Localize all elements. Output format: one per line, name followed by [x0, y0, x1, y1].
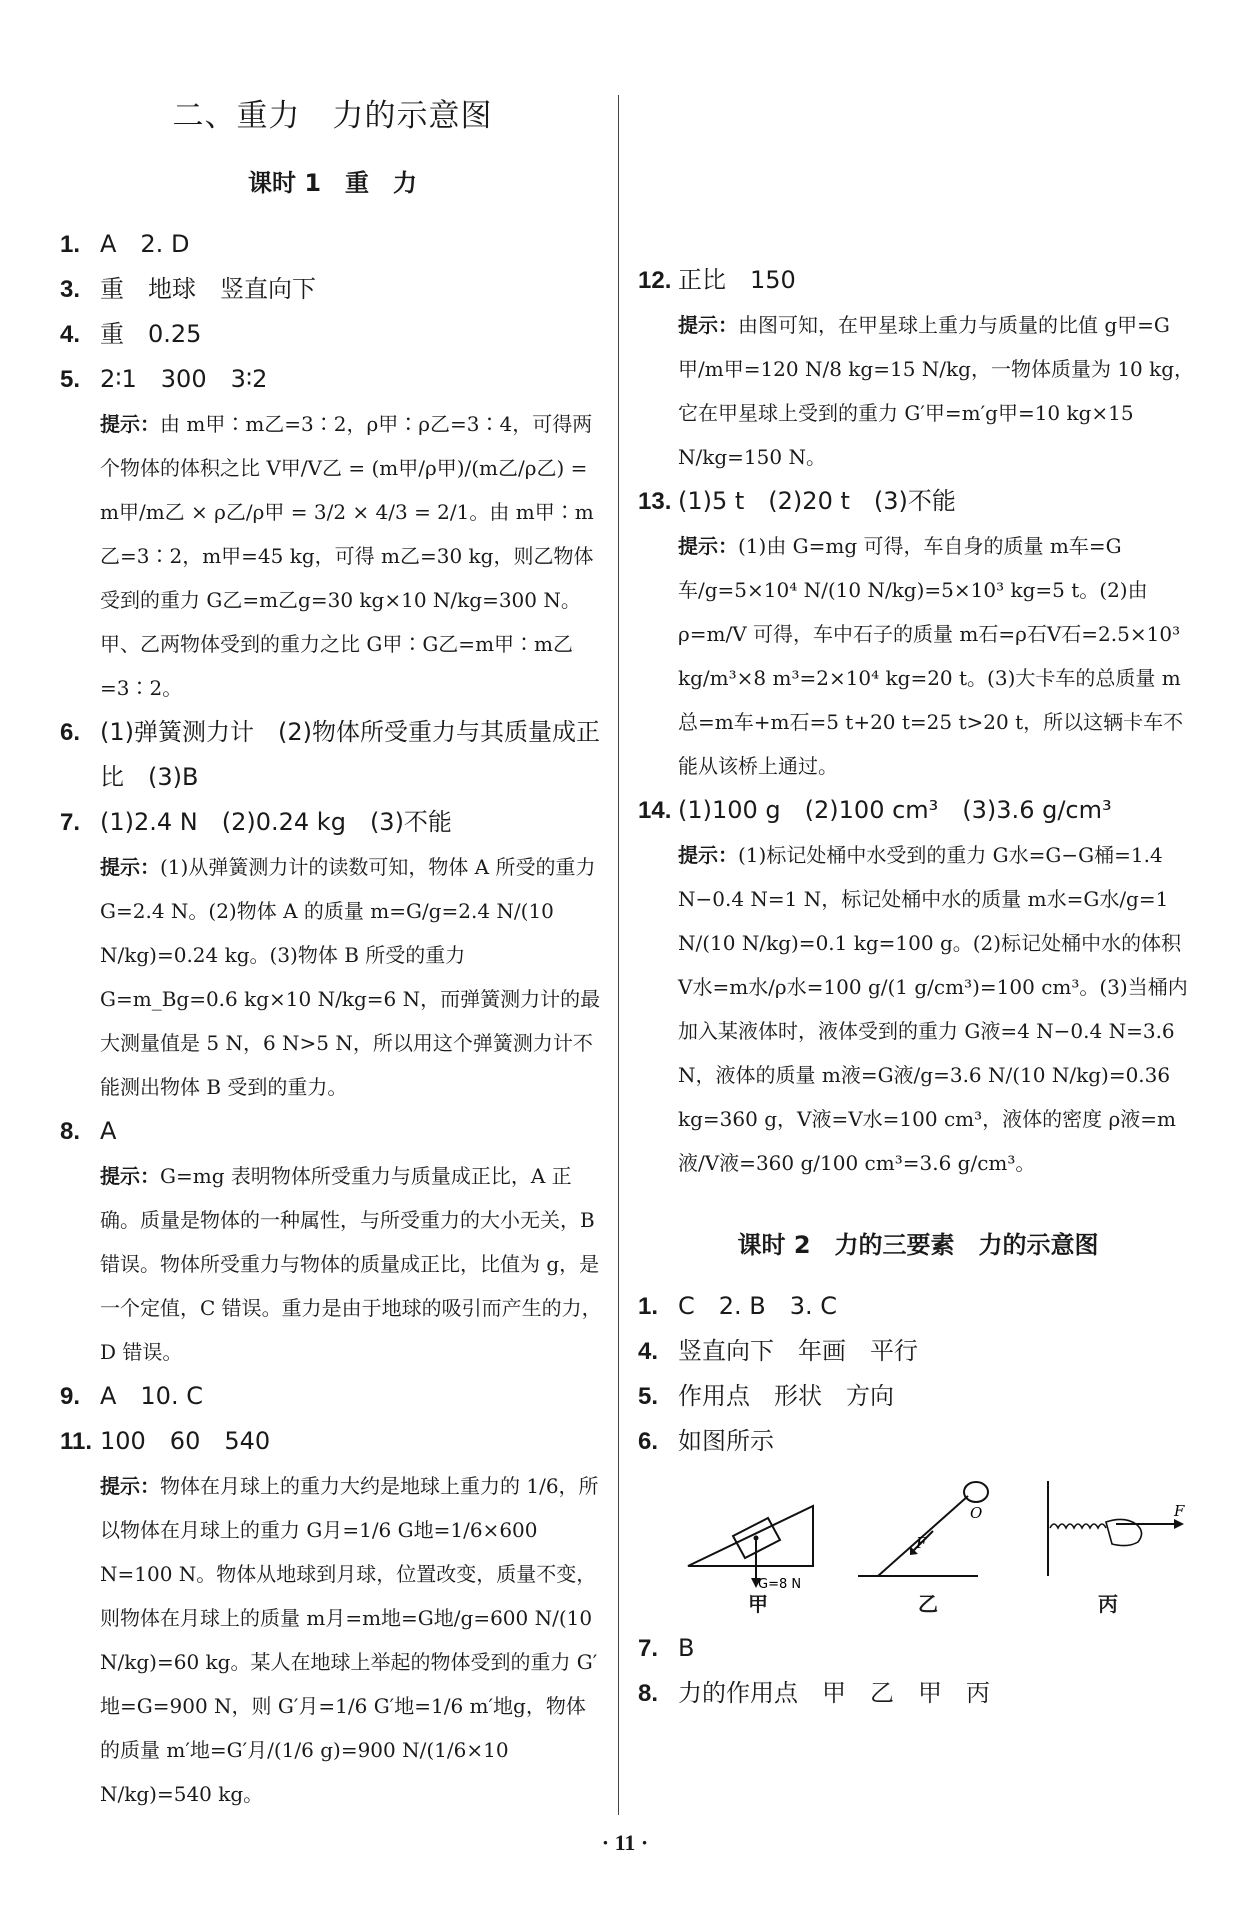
- force-label-jia: G=8 N: [758, 1577, 802, 1592]
- point-label-o: O: [970, 1504, 983, 1522]
- hint-text: 提示：物体在月球上的重力大约是地球上重力的 1/6，所以物体在月球上的重力 G月=1/6 G地=1/6×600 N=100 N。物体从地球到月球，位置改变，质量不变，则物体在月球上的质量 m月=m地=G地/g=600 N/(10 N/kg)=60 kg。某人在地球上举起的物体受到的重力 G′地=G=900 N，则 G′月=1/6 G′地=1/6 m′地g，物体的质量 m′地=G′月/(1/6 g)=900 N/(1/6×10 N/kg)=540 kg。: [100, 1474, 599, 1806]
- incline-shape: [688, 1506, 813, 1566]
- column-divider: [618, 95, 619, 1815]
- answer-item: 4. 重 0.25: [60, 320, 202, 348]
- force-label-bing: F: [1174, 1502, 1185, 1520]
- answer-item: 7. B: [638, 1634, 695, 1662]
- hint-text: 提示：由 m甲∶m乙=3∶2，ρ甲∶ρ乙=3∶4，可得两个物体的体积之比 V甲/V乙 = (m甲/ρ甲)/(m乙/ρ乙) = m甲/m乙 × ρ乙/ρ甲 = 3/2 × 4/3 = 2/1。由 m甲∶m乙=3∶2，m甲=45 kg，可得 m乙=30 kg，则乙物体受到的重力 G乙=m乙g=30 kg×10 N/kg=300 N。甲、乙两物体受到的重力之比 G甲∶G乙=m甲∶m乙=3∶2。: [100, 412, 594, 700]
- hint-text: 提示：(1)由 G=mg 可得，车自身的质量 m车=G车/g=5×10⁴ N/(10 N/kg)=5×10³ kg=5 t。(2)由 ρ=m/V 可得，车中石子的质量 m石=ρ石V石=2.5×10³ kg/m³×8 m³=2×10⁴ kg=20 t。(3)大卡车的总质量 m总=m车+m石=5 t+20 t=25 t>20 t，所以这辆卡车不能从该桥上通过。: [678, 534, 1184, 778]
- lesson1-title: 课时 1 重 力: [247, 169, 418, 197]
- answer-item: 5. 2∶1 300 3∶2: [60, 365, 268, 393]
- answer-item: 5. 作用点 形状 方向: [638, 1382, 894, 1410]
- page-number: · 11 ·: [601, 1830, 649, 1855]
- left-column: [60, 80, 605, 1816]
- answer-item: 13. (1)5 t (2)20 t (3)不能: [638, 487, 956, 515]
- answer-item: 8. 力的作用点 甲 乙 甲 丙: [638, 1679, 990, 1707]
- answer-item: 1. C 2. B 3. C: [638, 1292, 838, 1320]
- figure-label-jia: 甲: [748, 1592, 768, 1616]
- hint-text: 提示：(1)标记处桶中水受到的重力 G水=G−G桶=1.4 N−0.4 N=1 N，标记处桶中水的质量 m水=G水/g=1 N/(10 N/kg)=0.1 kg=100 g。(2)标记处桶中水的体积 V水=m水/ρ水=100 g/(1 g/cm³)=100 cm³。(3)当桶内加入某液体时，液体受到的重力 G液=4 N−0.4 N=3.6 N，液体的质量 m液=G液/g=3.6 N/(10 N/kg)=0.36 kg=360 g，V液=V水=100 cm³，液体的密度 ρ液=m液/V液=360 g/100 cm³=3.6 g/cm³。: [678, 843, 1188, 1175]
- figure-label-bing: 丙: [1098, 1592, 1118, 1616]
- answer-item: 12. 正比 150: [638, 266, 796, 294]
- answer-item: 7. (1)2.4 N (2)0.24 kg (3)不能: [60, 808, 452, 836]
- force-diagram-figure: [678, 1476, 1198, 1626]
- section-title: 二、重力 力的示意图: [172, 98, 493, 134]
- hint-text: 提示：(1)从弹簧测力计的读数可知，物体 A 所受的重力 G=2.4 N。(2)物体 A 的质量 m=G/g=2.4 N/(10 N/kg)=0.24 kg。(3)物体 B 所受的重力 G=m_Bg=0.6 kg×10 N/kg=6 N，而弹簧测力计的最大测量值是 5 N，6 N>5 N，所以用这个弹簧测力计不能测出物体 B 受到的重力。: [100, 855, 601, 1099]
- answer-item: 6. (1)弹簧测力计 (2)物体所受重力与其质量成正比 (3)B: [60, 718, 600, 791]
- answer-item: 3. 重 地球 竖直向下: [60, 275, 316, 303]
- answer-item: 6. 如图所示: [638, 1427, 774, 1455]
- hint-text: 提示：G=mg 表明物体所受重力与质量成正比，A 正确。质量是物体的一种属性，与所受重力的大小无关，B 错误。物体所受重力与物体的质量成正比，比值为 g，是一个定值，C 错误。重力是由于地球的吸引而产生的力，D 错误。: [100, 1164, 602, 1364]
- ball-shape: [964, 1482, 988, 1502]
- spring-shape: [1050, 1524, 1106, 1528]
- answer-item: 4. 竖直向下 年画 平行: [638, 1337, 918, 1365]
- hint-text: 提示：由图可知，在甲星球上重力与质量的比值 g甲=G甲/m甲=120 N/8 kg=15 N/kg，一物体质量为 10 kg，它在甲星球上受到的重力 G′甲=m′g甲=10 kg×15 N/kg=150 N。: [678, 313, 1195, 469]
- right-column: [638, 258, 1198, 1716]
- figure-label-yi: 乙: [918, 1592, 938, 1616]
- force-label-yi: F: [916, 1534, 927, 1552]
- arrow-head: [1174, 1519, 1184, 1529]
- lesson2-title: 课时 2 力的三要素 力的示意图: [737, 1231, 1099, 1259]
- answer-item: 11. 100 60 540: [60, 1427, 271, 1455]
- answer-item: 1. A 2. D: [60, 230, 190, 258]
- answer-item: 8. A: [60, 1117, 117, 1145]
- answer-item: 9. A 10. C: [60, 1382, 203, 1410]
- answer-item: 14. (1)100 g (2)100 cm³ (3)3.6 g/cm³: [638, 796, 1112, 824]
- lesson2-block: [638, 1225, 1198, 1716]
